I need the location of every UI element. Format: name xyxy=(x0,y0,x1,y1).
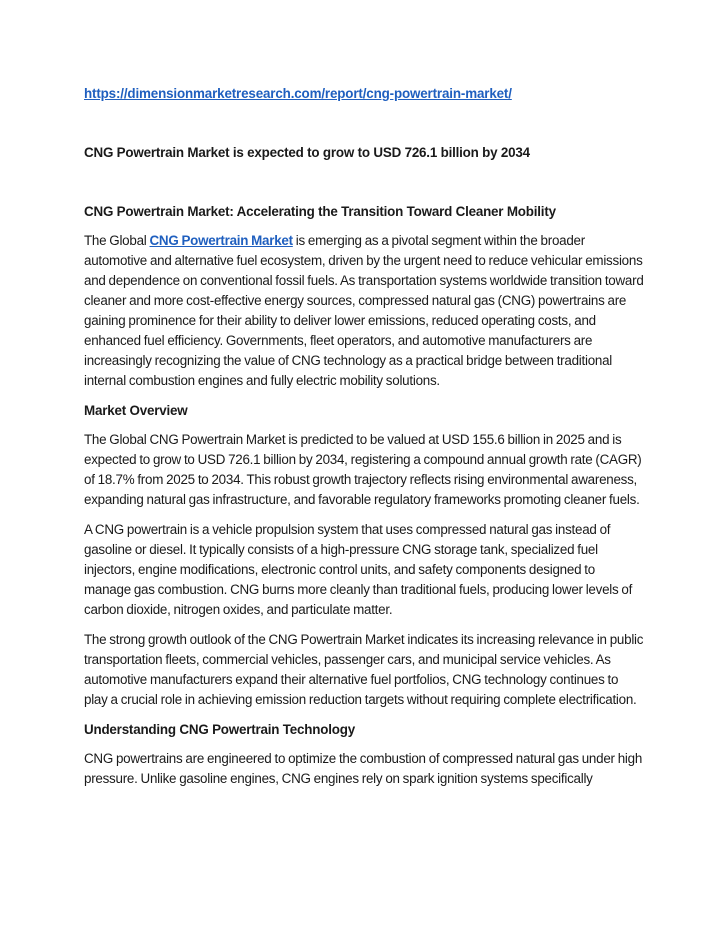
intro-text-after: is emerging as a pivotal segment within the broader automotive and alternative fuel ecosystem, driven by the urgent need to reduce vehicular emissions and dependence on conventional fossil fuels. As transportation systems worldwide transition toward cleaner and more cost-effective energy sources, compressed natural gas (CNG) powertrains are gaining prominence for their ability to deliver lower emissions, reduced operating costs, and enhanced fuel efficiency. Governments, fleet operators, and automotive manufacturers are increasingly recognizing the value of CNG technology as a practical bridge between traditional internal combustion engines and fully electric mobility solutions. xyxy=(84,233,644,388)
document-body xyxy=(84,202,644,799)
document-title: CNG Powertrain Market is expected to grow to USD 726.1 billion by 2034 xyxy=(84,145,530,160)
intro-text-before: The Global xyxy=(84,233,150,248)
section-heading-technology: Understanding CNG Powertrain Technology xyxy=(84,722,355,737)
section-heading-market-overview: Market Overview xyxy=(84,403,188,418)
overview-paragraph-2: A CNG powertrain is a vehicle propulsion system that uses compressed natural gas instead of gasoline or diesel. It typically consists of a high-pressure CNG storage tank, specialized fuel injectors, engine modifications, electronic control units, and safety components designed to manage gas combustion. CNG burns more cleanly than traditional fuels, producing lower levels of carbon dioxide, nitrogen oxides, and particulate matter. xyxy=(84,522,633,617)
technology-paragraph-1: CNG powertrains are engineered to optimize the combustion of compressed natural gas under high pressure. Unlike gasoline engines, CNG engines rely on spark ignition systems specifically xyxy=(84,751,643,786)
overview-paragraph-3: The strong growth outlook of the CNG Powertrain Market indicates its increasing relevance in public transportation fleets, commercial vehicles, passenger cars, and municipal service vehicles. As automotive manufacturers expand their alternative fuel portfolios, CNG technology continues to play a crucial role in achieving emission reduction targets without requiring complete electrification. xyxy=(84,632,644,707)
section-heading-intro: CNG Powertrain Market: Accelerating the Transition Toward Cleaner Mobility xyxy=(84,204,556,219)
cng-powertrain-market-link[interactable]: CNG Powertrain Market xyxy=(149,233,293,248)
overview-paragraph-1: The Global CNG Powertrain Market is predicted to be valued at USD 155.6 billion in 2025 and is expected to grow to USD 726.1 billion by 2034, registering a compound annual growth rate (CAGR) of 18.7% from 2025 to 2034. This robust growth trajectory reflects rising environmental awareness, expanding natural gas infrastructure, and favorable regulatory frameworks promoting cleaner fuels. xyxy=(84,432,642,507)
intro-paragraph xyxy=(84,231,644,391)
source-url-link[interactable]: https://dimensionmarketresearch.com/report/cng-powertrain-market/ xyxy=(84,86,512,101)
